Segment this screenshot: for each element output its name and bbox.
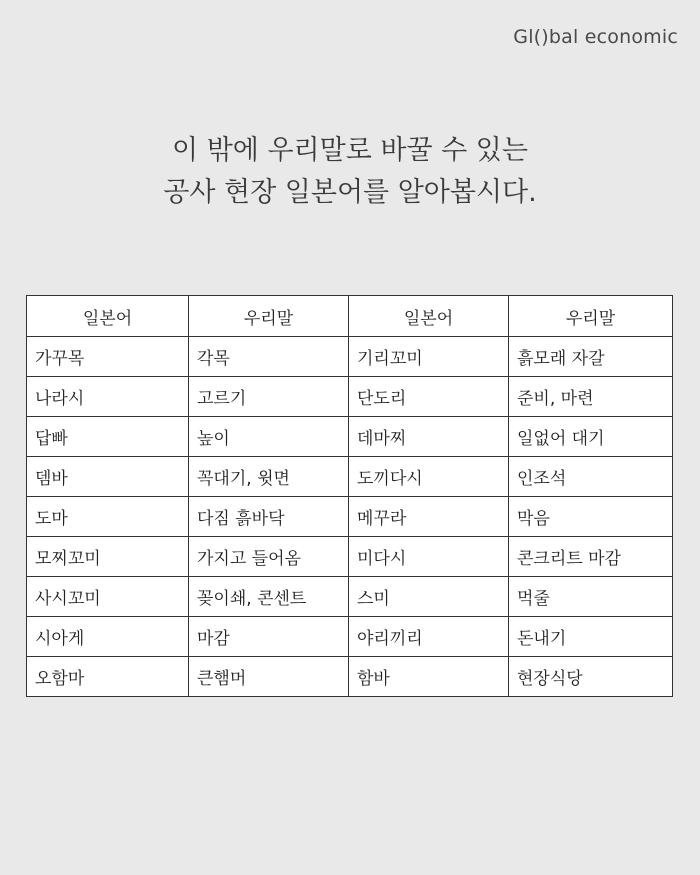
table-cell: 준비, 마련 — [509, 377, 673, 417]
headline — [0, 130, 700, 214]
table-row — [27, 537, 673, 577]
header-japanese: 일본어 — [27, 296, 189, 337]
table-row — [27, 497, 673, 537]
table-row — [27, 417, 673, 457]
header-japanese: 일본어 — [349, 296, 509, 337]
table-row — [27, 337, 673, 377]
table-row — [27, 577, 673, 617]
table-cell: 데마찌 — [349, 417, 509, 457]
table-cell: 마감 — [189, 617, 349, 657]
table-cell: 모찌꼬미 — [27, 537, 189, 577]
table-cell: 높이 — [189, 417, 349, 457]
table-cell: 도끼다시 — [349, 457, 509, 497]
table-header-row — [27, 296, 673, 337]
table-cell: 도마 — [27, 497, 189, 537]
table-cell: 사시꼬미 — [27, 577, 189, 617]
table-cell: 꽂이쇄, 콘센트 — [189, 577, 349, 617]
table-cell: 꼭대기, 윗면 — [189, 457, 349, 497]
table-row — [27, 617, 673, 657]
table-cell: 미다시 — [349, 537, 509, 577]
table-cell: 막음 — [509, 497, 673, 537]
table-cell: 가꾸목 — [27, 337, 189, 377]
vocabulary-table — [26, 295, 672, 697]
table-cell: 시아게 — [27, 617, 189, 657]
header-korean: 우리말 — [509, 296, 673, 337]
brand-logo: Gl()bal economic — [513, 26, 678, 48]
table-cell: 일없어 대기 — [509, 417, 673, 457]
table-cell: 답빠 — [27, 417, 189, 457]
table-cell: 현장식당 — [509, 657, 673, 697]
table-row — [27, 377, 673, 417]
table-cell: 콘크리트 마감 — [509, 537, 673, 577]
header-korean: 우리말 — [189, 296, 349, 337]
table-cell: 인조석 — [509, 457, 673, 497]
table-cell: 먹줄 — [509, 577, 673, 617]
table-cell: 단도리 — [349, 377, 509, 417]
table-cell: 흙모래 자갈 — [509, 337, 673, 377]
table-cell: 가지고 들어옴 — [189, 537, 349, 577]
table-cell: 스미 — [349, 577, 509, 617]
table-row — [27, 657, 673, 697]
table-cell: 다짐 흙바닥 — [189, 497, 349, 537]
table-cell: 큰햄머 — [189, 657, 349, 697]
table-cell: 기리꼬미 — [349, 337, 509, 377]
table-cell: 나라시 — [27, 377, 189, 417]
table-cell: 뎀바 — [27, 457, 189, 497]
table-cell: 고르기 — [189, 377, 349, 417]
headline-line-2: 공사 현장 일본어를 알아봅시다. — [163, 177, 537, 208]
headline-line-1: 이 밖에 우리말로 바꿀 수 있는 — [172, 135, 528, 166]
table-row — [27, 457, 673, 497]
table-cell: 돈내기 — [509, 617, 673, 657]
table-cell: 오함마 — [27, 657, 189, 697]
table-cell: 각목 — [189, 337, 349, 377]
table-cell: 함바 — [349, 657, 509, 697]
table-cell: 메꾸라 — [349, 497, 509, 537]
table-cell: 야리끼리 — [349, 617, 509, 657]
